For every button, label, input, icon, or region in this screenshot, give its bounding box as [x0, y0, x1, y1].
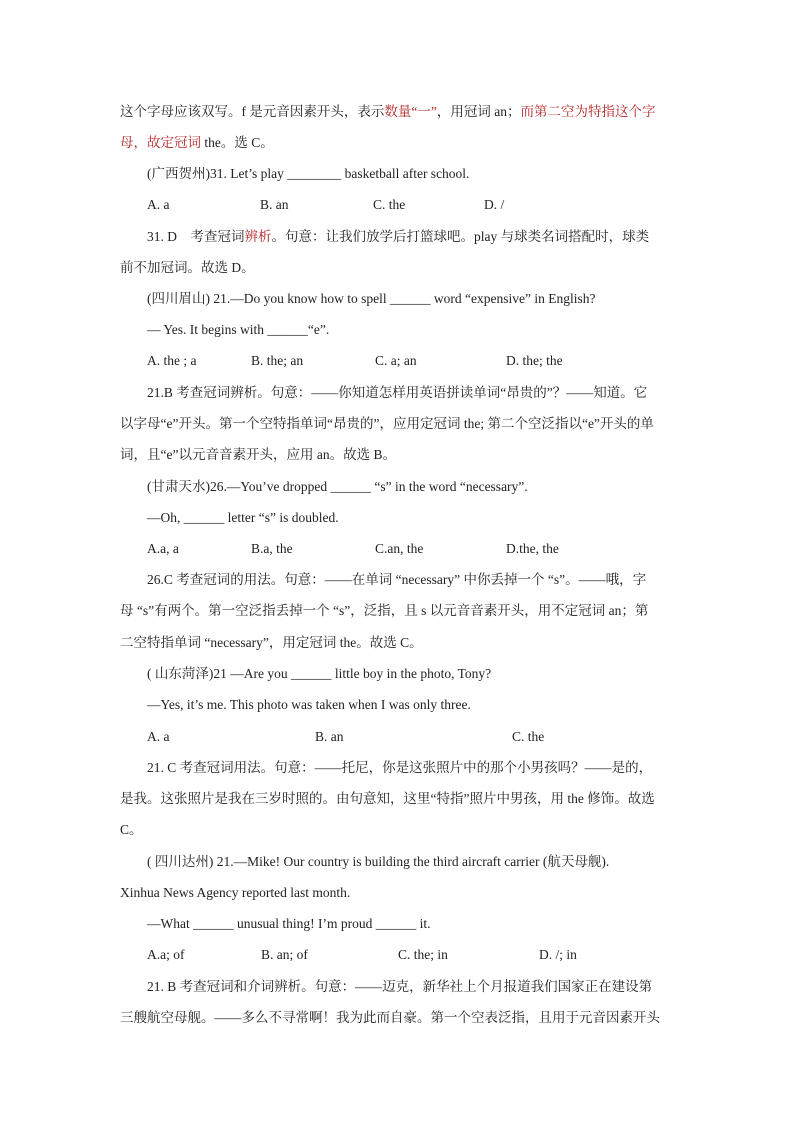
question-26: (甘肃天水)26.—You’ve dropped ______ “s” in the word “necessary”.: [147, 479, 528, 494]
highlight-span: 母，故定冠词: [120, 135, 201, 150]
option: D. /; in: [539, 947, 577, 962]
question-21-dazhou-line3: —What ______ unusual thing! I’m proud ______ it.: [147, 916, 431, 931]
answer-21-meishan-line: 21.B 考查冠词辨析。句意：——你知道怎样用英语拼读单词“昂贵的”？——知道。它: [147, 385, 648, 400]
text-span: 这个字母应该双写。f 是元音因素开头，表示: [120, 104, 385, 119]
highlight-span: 而第二空为特指这个字: [520, 104, 656, 119]
question-31: (广西贺州)31. Let’s play ________ basketball after school.: [147, 166, 470, 181]
answer-26-line: 母 “s”有两个。第一空泛指丢掉一个 “s”，泛指，且 s 以元音音素开头，用不定冠词 an；第: [120, 603, 649, 618]
option: C.an, the: [375, 541, 424, 556]
option: A.a; of: [147, 947, 185, 962]
answer-31-line: 前不加冠词。故选 D。: [120, 260, 255, 275]
option: C. the; in: [398, 947, 448, 962]
option: A. the ; a: [147, 353, 197, 368]
option: B. an; of: [261, 947, 308, 962]
question-26-line2: —Oh, ______ letter “s” is doubled.: [147, 510, 339, 525]
question-21-meishan-line2: — Yes. It begins with ______“e”.: [147, 322, 330, 337]
answer-21-meishan-line: 以字母“e”开头。第一个空特指单词“昂贵的”，应用定冠词 the; 第二个空泛指以“e”开头的单: [120, 416, 654, 431]
question-21-dazhou: ( 四川达州) 21.—Mike! Our country is building the third aircraft carrier (航天母舰).: [147, 854, 610, 869]
answer-21-heze-line: C。: [120, 822, 143, 837]
answer-21-meishan-line: 词，且“e”以元音音素开头，应用 an。故选 B。: [120, 447, 396, 462]
highlight-span: 数量“一”: [384, 104, 437, 119]
text-span: ，用冠词 an；: [436, 104, 521, 119]
option: D. the; the: [506, 353, 563, 368]
option: D. /: [484, 197, 505, 212]
option: B. the; an: [251, 353, 304, 368]
text-span: the。选 C。: [201, 135, 274, 150]
answer-21-dazhou-line: 三艘航空母舰。——多么不寻常啊！我为此而自豪。第一个空表泛指，且用于元音因素开头: [120, 1010, 660, 1025]
text-line: [120, 103, 680, 121]
option: C. the: [512, 729, 545, 744]
answer-31-line: [147, 228, 707, 246]
text-span: 。句意：让我们放学后打篮球吧。play 与球类名词搭配时，球类: [271, 229, 650, 244]
answer-26-line: 26.C 考查冠词的用法。句意：——在单词 “necessary” 中你丢掉一个 “s”。——哦，字: [147, 572, 647, 587]
option: B. an: [260, 197, 289, 212]
answer-21-heze-line: 21. C 考查冠词用法。句意：——托尼，你是这张照片中的那个小男孩吗？——是的，: [147, 760, 653, 775]
option: D.the, the: [506, 541, 559, 556]
option: C. the: [373, 197, 406, 212]
option: A. a: [147, 729, 170, 744]
option: A. a: [147, 197, 170, 212]
answer-26-line: 二空特指单词 “necessary”，用定冠词 the。故选 C。: [120, 635, 423, 650]
answer-21-dazhou-line: 21. B 考查冠词和介词辨析。句意：——迈克，新华社上个月报道我们国家正在建设第: [147, 979, 653, 994]
text-line: [120, 134, 680, 152]
option: B. an: [315, 729, 344, 744]
highlight-span: 辨析: [244, 229, 272, 244]
option: B.a, the: [251, 541, 293, 556]
text-span: 31. D 考查冠词: [147, 229, 245, 244]
question-21-meishan: (四川眉山) 21.—Do you know how to spell ______ word “expensive” in English?: [147, 291, 596, 306]
question-21-heze: ( 山东菏泽)21 —Are you ______ little boy in the photo, Tony?: [147, 666, 492, 681]
option: C. a; an: [375, 353, 417, 368]
option: A.a, a: [147, 541, 179, 556]
question-21-heze-line2: —Yes, it’s me. This photo was taken when I was only three.: [147, 697, 471, 712]
answer-21-heze-line: 是我。这张照片是我在三岁时照的。由句意知，这里“特指”照片中男孩，用 the 修饰。故选: [120, 791, 655, 806]
question-21-dazhou-line2: Xinhua News Agency reported last month.: [120, 885, 351, 900]
